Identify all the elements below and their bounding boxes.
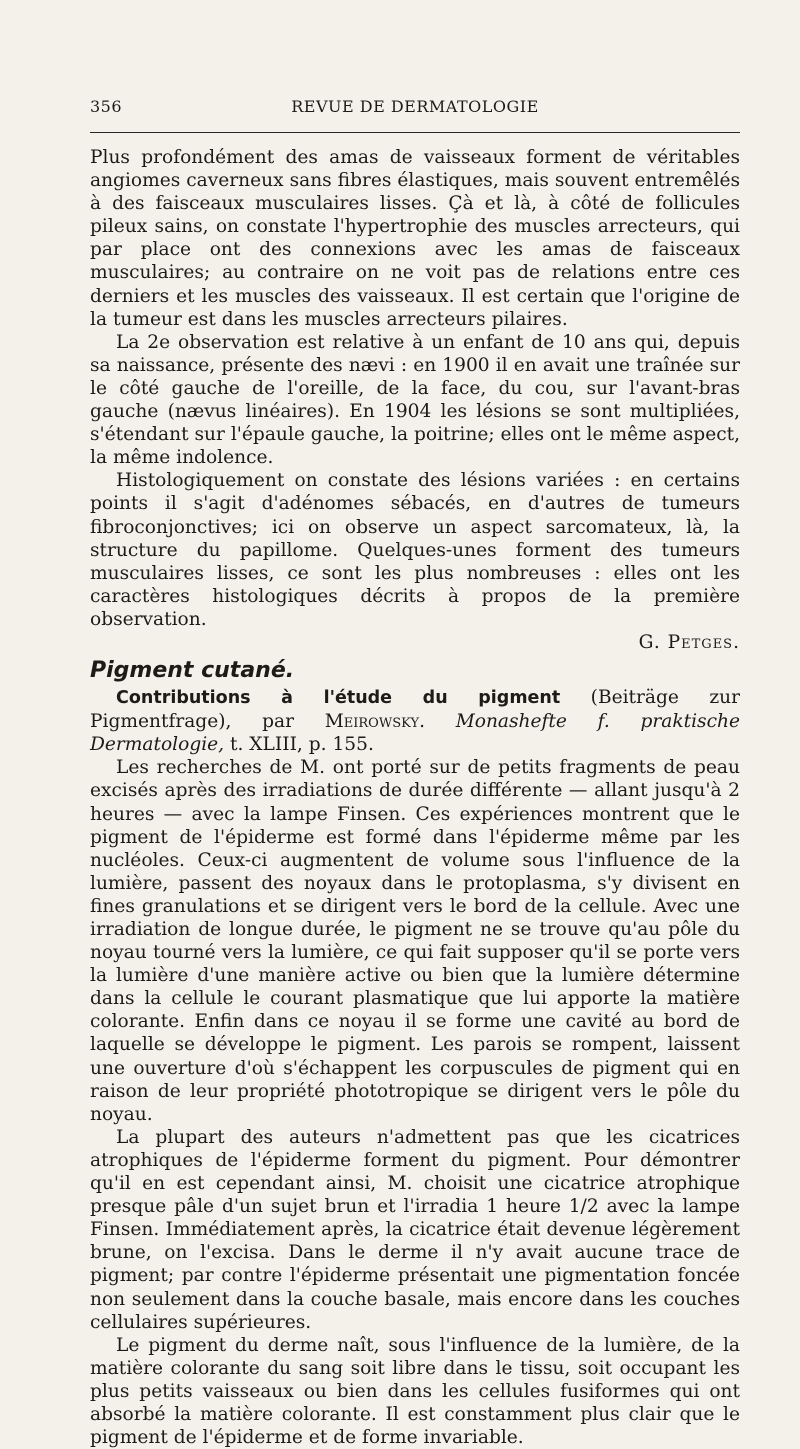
paragraph-3: Histologiquement on constate des lésions variées : en certains points il s'agit d'adénomes sébacés, en d'autres de tumeurs fibroconjonctives; ici on observe un aspect sarcomateux, là, la structure du papillome. Quelques-unes forment des tumeurs musculaires lisses, ce sont les plus nombreuses : elles ont les caractères histologiques décrits à propos de la première observation. <box>90 470 740 630</box>
article-title: Contributions à l'étude du pigment <box>116 688 561 709</box>
paragraph-6: Le pigment du derme naît, sous l'influence de la lumière, de la matière colorante du sang soit libre dans le tissu, soit occupant les plus petits vaisseaux ou bien dans les cellules fusiformes qui ont absorbé la matière colorante. Il est constamment plus clair que le pigment de l'épiderme et de forme invariable. <box>90 1334 740 1449</box>
page-number: 356 <box>90 97 123 116</box>
paragraph-1: Plus profondément des amas de vaisseaux forment de véritables angiomes caverneux sans fibres élastiques, mais souvent entremêlés à des faisceaux musculaires lisses. Çà et là, à côté de follicules pileux sains, on constate l'hypertrophie des muscles arrecteurs, qui par place ont des connexions avec les amas de faisceaux musculaires; au contraire on ne voit pas de relations entre ces derniers et les muscles des vaisseaux. Il est certain que l'origine de la tumeur est dans les muscles arrecteurs pilaires. <box>90 147 740 330</box>
article-reference <box>90 686 740 756</box>
running-title: REVUE DE DERMATOLOGIE <box>291 97 539 116</box>
article-ref-part-1: (Beiträge zur Pigmentfrage), par <box>90 687 740 733</box>
section-title: Pigment cutané. <box>90 658 295 684</box>
article-journal: Monashefte f. praktische Dermatologie, <box>90 711 740 756</box>
review-signature: G. Petges. <box>638 631 740 653</box>
paragraph-5: La plupart des auteurs n'admettent pas que les cicatrices atrophiques de l'épiderme forment du pigment. Pour démontrer qu'il en est cependant ainsi, M. choisit une cicatrice atrophique presque pâle d'un sujet brun et l'irradia 1 heure 1/2 avec la lampe Finsen. Immédiatement après, la cicatrice était devenue légèrement brune, on l'excisa. Dans le derme il n'y avait aucune trace de pigment; par contre l'épiderme présentait une pigmentation foncée non seulement dans la couche basale, mais encore dans les couches cellulaires supérieures. <box>90 1126 740 1333</box>
article-author: Meirowsky <box>324 711 420 733</box>
paragraph-2: La 2e observation est relative à un enfant de 10 ans qui, depuis sa naissance, présente des nævi : en 1900 il en avait une traînée sur le côté gauche de l'oreille, de la face, du cou, sur l'avant-bras gauche (nævus linéaires). En 1904 les lésions se sont multipliées, s'étendant sur l'épaule gauche, la poitrine; elles ont le même aspect, la même indolence. <box>90 331 740 469</box>
signature-line <box>90 631 740 654</box>
article-ref-part-3: t. XLIII, p. 155. <box>224 734 374 756</box>
article-ref-part-2: . <box>419 711 456 733</box>
page-body <box>90 146 740 1449</box>
page-header <box>90 97 740 123</box>
paragraph-4: Les recherches de M. ont porté sur de petits fragments de peau excisés après des irradiations de durée différente — allant jusqu'à 2 heures — avec la lampe Finsen. Ces expériences montrent que le pigment de l'épiderme est formé dans l'épiderme même par les nucléoles. Ceux-ci augmentent de volume sous l'influence de la lumière, passent des noyaux dans le protoplasma, s'y divisent en fines granulations et se dirigent vers le bord de la cellule. Avec une irradiation de longue durée, le pigment ne se trouve qu'au pôle du noyau tourné vers la lumière, ce qui fait supposer qu'il se porte vers la lumière d'une manière active ou bien que la lumière détermine dans la cellule le courant plasmatique que lui apporte la matière colorante. Enfin dans ce noyau il se forme une cavité au bord de laquelle se développe le pigment. Les parois se rompent, laissent une ouverture d'où s'échappent les corpuscules de pigment qui en raison de leur propriété phototropique se dirigent vers le pôle du noyau. <box>90 757 740 1125</box>
header-rule <box>90 132 740 133</box>
